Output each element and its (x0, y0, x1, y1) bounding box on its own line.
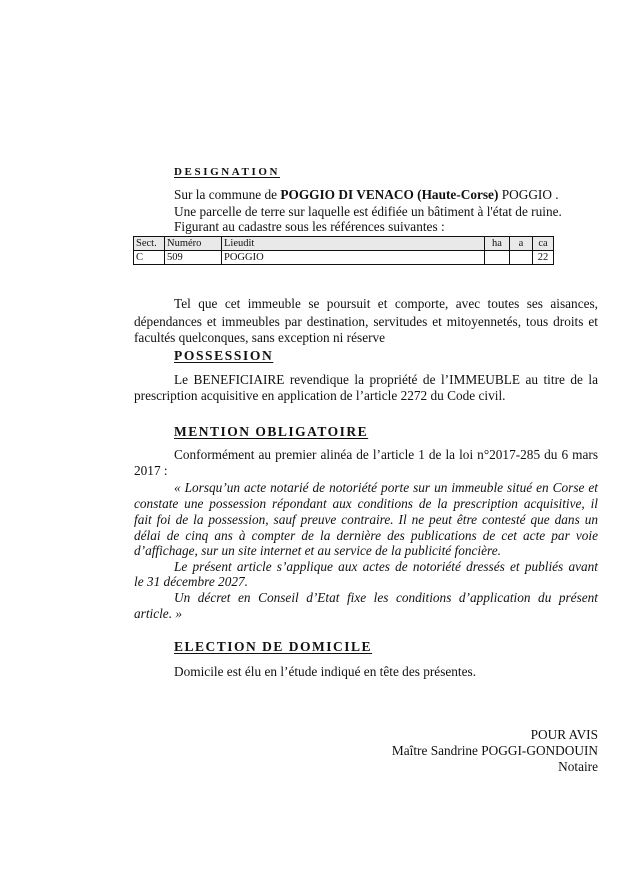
mention-quote-line-3: fait foi de la possession, sauf preuve contraire. Il ne peut être contesté que dans un (134, 512, 598, 527)
cell-lieudit: POGGIO (222, 251, 485, 265)
immeuble-line-1: Tel que cet immeuble se poursuit et comporte, avec toutes ses aisances, (174, 296, 598, 311)
possession-line-1: Le BENEFICIAIRE revendique la propriété de l’IMMEUBLE au titre de la (174, 372, 598, 387)
header-numero: Numéro (165, 237, 222, 251)
signature-notary-name: Maître Sandrine POGGI-GONDOUIN (391, 743, 598, 758)
signature-title: Notaire (558, 759, 598, 774)
immeuble-line-3: facultés quelconques, sans exception ni réserve (134, 330, 386, 345)
cell-sect: C (134, 251, 165, 265)
commune-name: POGGIO DI VENACO (Haute-Corse) (280, 187, 499, 202)
mention-intro-line-2: 2017 : (134, 463, 168, 478)
possession-line-2: prescription acquisitive en application de l’article 2272 du Code civil. (134, 388, 506, 403)
mention-quote-line-5: d’affichage, sur un site internet et au service de la publicité foncière. (134, 543, 501, 558)
cadastre-header-row (134, 237, 554, 251)
commune-prefix: Sur la commune de (174, 187, 281, 202)
mention-quote-line-7: le 31 décembre 2027. (134, 574, 248, 589)
mention-quote-line-2: constate une possession répondant aux conditions de la prescription acquisitive, il (134, 496, 598, 511)
designation-heading: DESIGNATION (174, 166, 281, 178)
header-sect: Sect. (134, 237, 165, 251)
header-ca: ca (533, 237, 554, 251)
signature-pour-avis: POUR AVIS (530, 727, 598, 742)
cell-a (510, 251, 533, 265)
header-lieudit: Lieudit (222, 237, 485, 251)
mention-quote-line-9: article. » (134, 606, 183, 621)
cell-numero: 509 (165, 251, 222, 265)
designation-cadastre-line: Figurant au cadastre sous les références suivantes : (174, 219, 445, 234)
mention-intro-line-1: Conformément au premier alinéa de l’article 1 de la loi n°2017-285 du 6 mars (174, 447, 598, 462)
mention-quote-line-8: Un décret en Conseil d’Etat fixe les conditions d’application du présent (174, 590, 598, 605)
header-a: a (510, 237, 533, 251)
table-row (134, 251, 554, 265)
possession-heading: POSSESSION (174, 348, 274, 363)
immeuble-line-2: dépendances et immeubles par destination, servitudes et mitoyennetés, tous droits et (134, 314, 598, 329)
mention-quote-line-4: délai de cinq ans à compter de la dernière des publications de cet acte par voie (134, 528, 598, 543)
designation-commune-line (174, 187, 559, 203)
election-heading: ELECTION DE DOMICILE (174, 639, 373, 654)
designation-parcel-line: Une parcelle de terre sur laquelle est édifiée un bâtiment à l'état de ruine. (174, 204, 562, 219)
cell-ca: 22 (533, 251, 554, 265)
cadastre-table (133, 236, 554, 265)
mention-heading: MENTION OBLIGATOIRE (174, 424, 369, 439)
cell-ha (485, 251, 510, 265)
election-text: Domicile est élu en l’étude indiqué en tête des présentes. (174, 664, 477, 679)
header-ha: ha (485, 237, 510, 251)
mention-quote-line-1: « Lorsqu’un acte notarié de notoriété porte sur un immeuble situé en Corse et (174, 480, 598, 495)
commune-suffix: POGGIO . (498, 187, 559, 202)
mention-quote-line-6: Le présent article s’applique aux actes de notoriété dressés et publiés avant (174, 559, 598, 574)
